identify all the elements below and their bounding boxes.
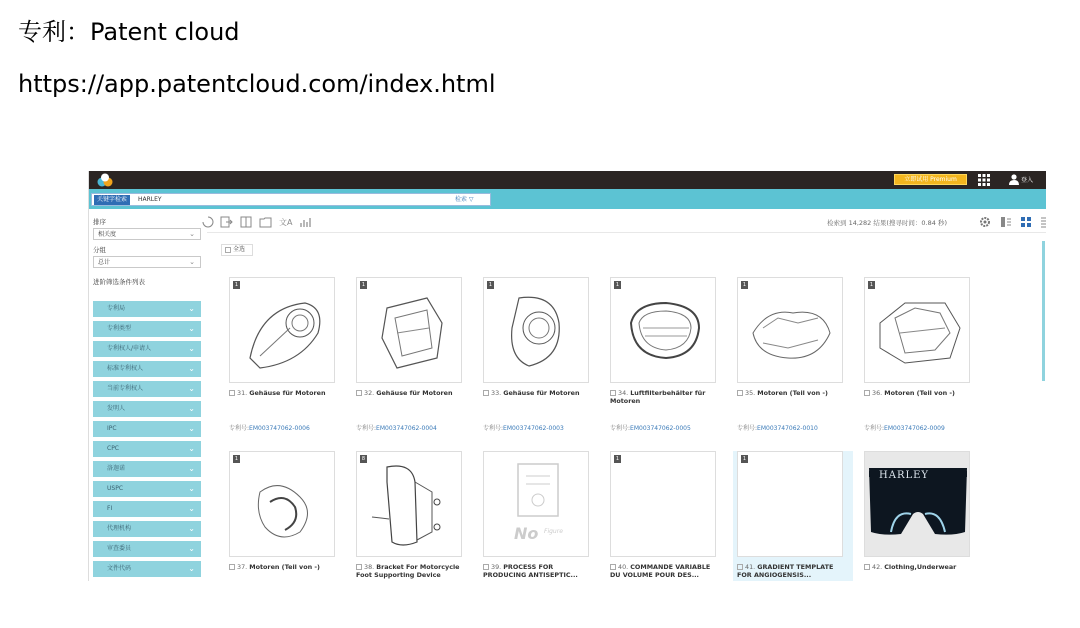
result-number: 37. xyxy=(237,563,248,571)
patent-thumbnail[interactable] xyxy=(483,451,589,557)
group-value: 总计 xyxy=(98,259,111,266)
patent-number[interactable] xyxy=(737,423,818,432)
card-checkbox[interactable] xyxy=(737,564,743,570)
result-number: 42. xyxy=(872,563,883,571)
patent-card[interactable] xyxy=(733,277,853,442)
chevron-down-icon: ⌄ xyxy=(189,258,195,266)
patent-number-value[interactable]: EM003747062-0004 xyxy=(376,425,437,432)
group-select[interactable] xyxy=(93,256,201,268)
card-checkbox[interactable] xyxy=(864,390,870,396)
title-text: Bracket For Motorcycle Foot Supporting Device xyxy=(356,563,460,579)
patent-number-label: 专利号: xyxy=(864,425,885,432)
title-text: Clothing,Underwear xyxy=(884,563,957,571)
filter-item[interactable] xyxy=(93,441,201,457)
gear-icon[interactable] xyxy=(979,216,991,228)
filter-item[interactable] xyxy=(93,321,201,337)
filter-label: 当前专利权人 xyxy=(107,385,144,392)
patent-card[interactable] xyxy=(479,277,599,442)
card-checkbox[interactable] xyxy=(356,564,362,570)
patent-card[interactable] xyxy=(479,451,599,581)
patent-title[interactable] xyxy=(483,389,595,397)
filter-item[interactable] xyxy=(93,301,201,317)
filter-label: CPC xyxy=(107,445,119,452)
filter-item[interactable] xyxy=(93,561,201,577)
result-count: 检索到 14,282 结果(搜寻时间：0.84 秒) xyxy=(827,219,947,227)
patent-thumbnail[interactable] xyxy=(864,277,970,383)
patent-thumbnail[interactable] xyxy=(483,277,589,383)
patent-number[interactable] xyxy=(864,423,945,432)
result-number: 41. xyxy=(745,563,756,571)
filter-label: 专利局 xyxy=(107,305,126,312)
figure-count-badge: 1 xyxy=(742,456,747,462)
title-text: GRADIENT TEMPLATE FOR ANGIOGENSIS... xyxy=(737,563,834,579)
patent-number-label: 专利号: xyxy=(610,425,631,432)
result-number: 35. xyxy=(745,389,756,397)
translate-icon[interactable] xyxy=(279,216,293,228)
figure-count-badge: 1 xyxy=(361,282,366,288)
patent-thumbnail[interactable] xyxy=(356,277,462,383)
card-checkbox[interactable] xyxy=(356,390,362,396)
results-toolbar xyxy=(207,211,1046,233)
filter-item[interactable] xyxy=(93,421,201,437)
chevron-down-icon: ⌄ xyxy=(188,424,195,433)
filter-label: 专利权人/申请人 xyxy=(107,345,152,352)
patent-title[interactable] xyxy=(737,389,849,397)
group-label: 分组 xyxy=(93,246,106,254)
patent-card[interactable] xyxy=(860,451,980,581)
patent-number[interactable] xyxy=(610,423,691,432)
title-text: Motoren (Teil von -) xyxy=(884,389,955,397)
patent-card[interactable] xyxy=(352,277,472,442)
result-number: 38. xyxy=(364,563,375,571)
title-text: COMMANDE VARIABLE DU VOLUME POUR DES... xyxy=(610,563,711,579)
patent-title[interactable] xyxy=(229,389,341,397)
patent-thumbnail[interactable] xyxy=(737,451,843,557)
result-number: 33. xyxy=(491,389,502,397)
card-checkbox[interactable] xyxy=(864,564,870,570)
filter-item[interactable] xyxy=(93,401,201,417)
patent-title[interactable] xyxy=(229,563,341,571)
patent-number[interactable] xyxy=(483,423,564,432)
user-icon[interactable] xyxy=(1009,174,1019,185)
book-icon[interactable] xyxy=(239,216,253,228)
search-bar xyxy=(89,189,1046,209)
analytics-icon[interactable] xyxy=(299,216,313,228)
sort-select[interactable] xyxy=(93,228,201,240)
patent-title[interactable] xyxy=(610,563,722,579)
filter-item[interactable] xyxy=(93,341,201,357)
patent-title[interactable] xyxy=(610,389,722,405)
export-icon[interactable] xyxy=(219,216,233,228)
no-figure-text: No xyxy=(514,524,539,543)
result-number: 36. xyxy=(872,389,883,397)
login-link[interactable]: 登入 xyxy=(1021,177,1034,184)
filter-label: USPC xyxy=(107,485,124,492)
patent-number-label: 专利号: xyxy=(229,425,250,432)
card-checkbox[interactable] xyxy=(610,390,616,396)
figure-count-badge: 1 xyxy=(615,456,620,462)
title-text: Gehäuse für Motoren xyxy=(503,389,580,397)
patent-number-value[interactable]: EM003747062-0005 xyxy=(630,425,691,432)
card-checkbox[interactable] xyxy=(483,564,489,570)
filter-label: 发明人 xyxy=(107,405,126,412)
select-all-checkbox[interactable] xyxy=(221,244,253,256)
card-checkbox[interactable] xyxy=(483,390,489,396)
apps-grid-icon[interactable] xyxy=(978,174,990,186)
patent-number-label: 专利号: xyxy=(356,425,377,432)
search-button[interactable]: 检索 ▽ xyxy=(455,196,474,203)
chevron-down-icon: ⌄ xyxy=(188,404,195,413)
patent-card[interactable] xyxy=(606,451,726,581)
filter-item[interactable] xyxy=(93,381,201,397)
filter-label: 代理机构 xyxy=(107,525,132,532)
figure-count-badge: 1 xyxy=(234,282,239,288)
patent-thumbnail[interactable] xyxy=(610,277,716,383)
refresh-icon[interactable] xyxy=(201,216,215,228)
filter-item[interactable] xyxy=(93,481,201,497)
figure-count-badge: 1 xyxy=(234,456,239,462)
title-text: Motoren (Teil von -) xyxy=(757,389,828,397)
filter-item[interactable] xyxy=(93,361,201,377)
patent-thumbnail[interactable] xyxy=(610,451,716,557)
folder-icon[interactable] xyxy=(259,216,273,228)
no-figure-caption: Figure xyxy=(544,528,563,535)
sort-value: 相关度 xyxy=(98,231,117,238)
card-checkbox[interactable] xyxy=(737,390,743,396)
card-checkbox[interactable] xyxy=(610,564,616,570)
chevron-down-icon: ⌄ xyxy=(188,324,195,333)
patent-thumbnail[interactable] xyxy=(229,451,335,557)
patent-thumbnail[interactable] xyxy=(737,277,843,383)
chevron-down-icon: ⌄ xyxy=(188,484,195,493)
filter-item[interactable] xyxy=(93,461,201,477)
list-detail-view-icon[interactable] xyxy=(1000,216,1012,228)
patent-thumbnail[interactable] xyxy=(864,451,970,557)
chevron-down-icon: ⌄ xyxy=(188,304,195,313)
patent-card[interactable] xyxy=(225,277,345,442)
patent-card[interactable] xyxy=(733,451,853,581)
top-bar xyxy=(89,171,1046,189)
patent-number[interactable] xyxy=(229,423,310,432)
chevron-down-icon: ⌄ xyxy=(188,364,195,373)
figure-count-badge: 1 xyxy=(615,282,620,288)
advanced-filter-label: 进阶筛选条件列表 xyxy=(93,278,145,286)
patent-number-label: 专利号: xyxy=(483,425,504,432)
patent-card[interactable] xyxy=(606,277,726,442)
card-checkbox[interactable] xyxy=(229,390,235,396)
patent-card[interactable] xyxy=(225,451,345,581)
patent-title[interactable] xyxy=(356,563,468,579)
patent-title[interactable] xyxy=(356,389,468,397)
document-title: 专利：Patent cloud xyxy=(18,18,240,46)
filter-label: 标准专利权人 xyxy=(107,365,144,372)
patent-thumbnail[interactable] xyxy=(229,277,335,383)
filter-item[interactable] xyxy=(93,501,201,517)
filter-label: IPC xyxy=(107,425,117,432)
patent-title[interactable] xyxy=(737,563,849,579)
title-text: Gehäuse für Motoren xyxy=(376,389,453,397)
card-checkbox[interactable] xyxy=(229,564,235,570)
chevron-down-icon: ⌄ xyxy=(188,344,195,353)
title-text: Gehäuse für Motoren xyxy=(249,389,326,397)
chevron-down-icon: ⌄ xyxy=(188,464,195,473)
patentcloud-logo-icon[interactable] xyxy=(97,173,113,187)
figure-count-badge: 8 xyxy=(361,456,366,462)
patent-number-value[interactable]: EM003747062-0003 xyxy=(503,425,564,432)
list-view-icon[interactable] xyxy=(1040,216,1046,228)
result-number: 31. xyxy=(237,389,248,397)
svg-text:文A: 文A xyxy=(279,218,293,227)
grid-view-icon[interactable] xyxy=(1020,216,1032,228)
filter-label: 专利类型 xyxy=(107,325,132,332)
filter-label: 文件代码 xyxy=(107,565,132,572)
chevron-down-icon: ⌄ xyxy=(188,384,195,393)
sort-label: 排序 xyxy=(93,218,106,226)
chevron-down-icon: ⌄ xyxy=(188,524,195,533)
result-number: 34. xyxy=(618,389,629,397)
scrollbar[interactable] xyxy=(1042,241,1045,381)
result-number: 39. xyxy=(491,563,502,571)
filter-label: FI xyxy=(107,505,113,512)
patent-thumbnail[interactable] xyxy=(356,451,462,557)
search-query[interactable]: HARLEY xyxy=(138,196,162,203)
patent-number-value[interactable]: EM003747062-0006 xyxy=(249,425,310,432)
patent-title[interactable] xyxy=(483,563,595,579)
filter-label: 洛迦诺 xyxy=(107,465,126,472)
patent-card[interactable] xyxy=(352,451,472,581)
title-text: PROCESS FOR PRODUCING ANTISEPTIC... xyxy=(483,563,578,579)
patent-number-label: 专利号: xyxy=(737,425,758,432)
patent-card[interactable] xyxy=(860,277,980,442)
chevron-down-icon: ⌄ xyxy=(188,544,195,553)
patent-number-value[interactable]: EM003747062-0010 xyxy=(757,425,818,432)
patent-number[interactable] xyxy=(356,423,437,432)
patentcloud-app xyxy=(88,171,1046,581)
title-text: Motoren (Teil von -) xyxy=(249,563,320,571)
chevron-down-icon: ⌄ xyxy=(188,504,195,513)
title-text: Luftfilterbehälter für Motoren xyxy=(610,389,706,405)
document-url: https://app.patentcloud.com/index.html xyxy=(18,70,496,98)
result-number: 40. xyxy=(618,563,629,571)
patent-number-value[interactable]: EM003747062-0009 xyxy=(884,425,945,432)
patent-title[interactable] xyxy=(864,389,976,397)
patent-title[interactable] xyxy=(864,563,976,571)
result-number: 32. xyxy=(364,389,375,397)
filter-sidebar xyxy=(89,215,205,581)
chevron-down-icon: ⌄ xyxy=(188,444,195,453)
filter-item[interactable] xyxy=(93,521,201,537)
brand-print: HARLEY xyxy=(879,470,930,481)
search-input[interactable] xyxy=(91,193,491,206)
chevron-down-icon: ⌄ xyxy=(189,230,195,238)
filter-item[interactable] xyxy=(93,541,201,557)
filter-label: 审查委员 xyxy=(107,545,132,552)
figure-count-badge: 1 xyxy=(742,282,747,288)
figure-count-badge: 1 xyxy=(869,282,874,288)
trial-button[interactable]: 立即试用 Premium xyxy=(894,174,967,185)
chevron-down-icon: ⌄ xyxy=(188,564,195,573)
figure-count-badge: 1 xyxy=(488,282,493,288)
select-all-label: 全选 xyxy=(233,246,246,253)
keyword-search-chip[interactable]: 关键字检索 xyxy=(94,195,130,205)
